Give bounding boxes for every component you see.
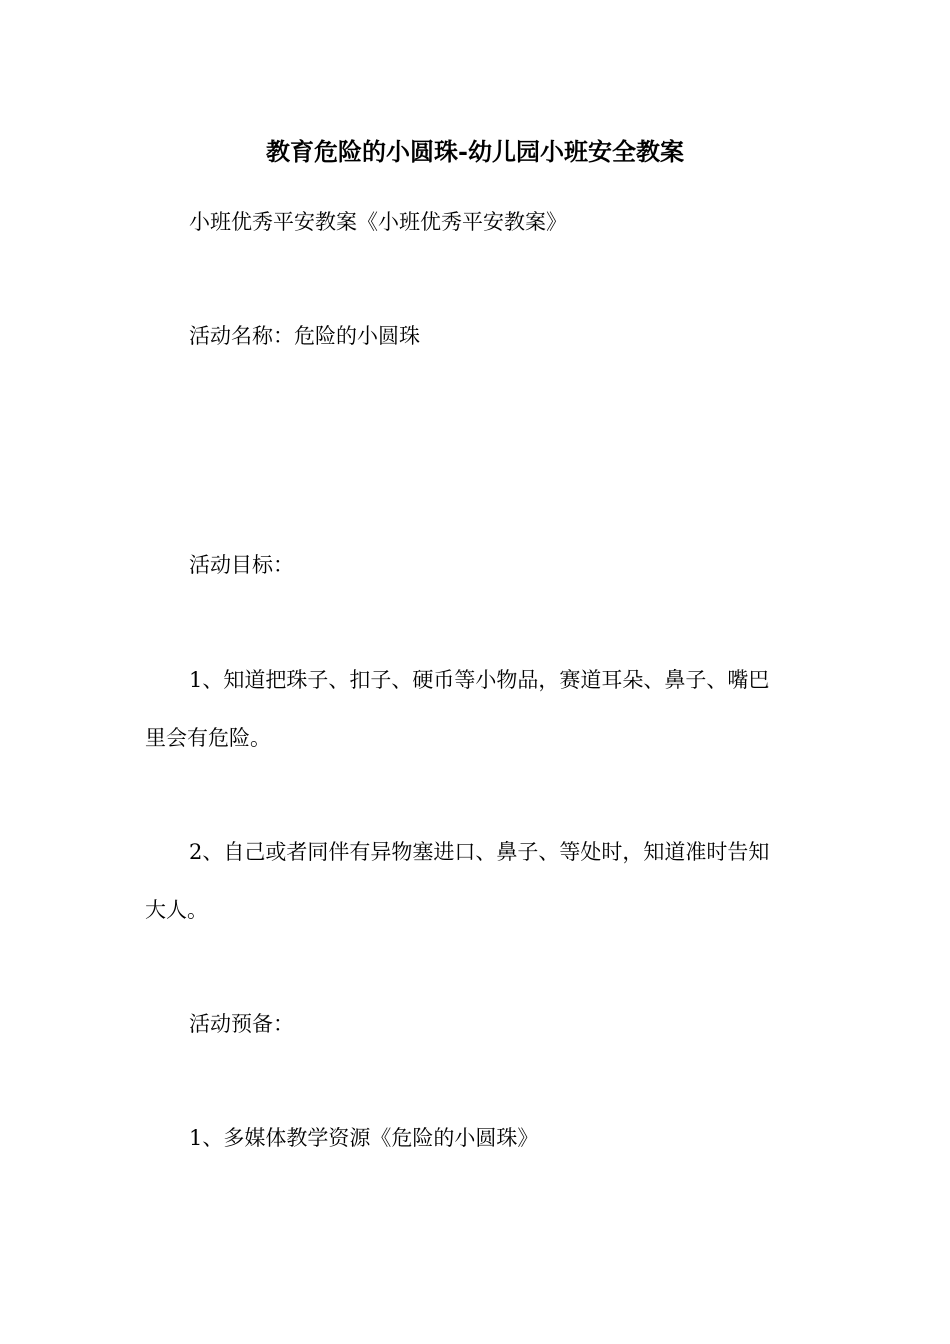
activity-name-text: 活动名称：危险的小圆珠 <box>189 324 420 348</box>
preparation-1-paragraph <box>145 1109 815 1167</box>
preparation-heading-text: 活动预备： <box>189 1012 294 1036</box>
subtitle-text: 小班优秀平安教案《小班优秀平安教案》 <box>189 210 567 234</box>
preparation-1-text: 1、多媒体教学资源《危险的小圆珠》 <box>189 1126 539 1150</box>
objective-2-paragraph <box>145 823 815 939</box>
objective-2-line-2: 大人。 <box>145 898 208 922</box>
objectives-heading-text: 活动目标： <box>189 553 294 577</box>
objective-1-line-2: 里会有危险。 <box>145 726 271 750</box>
objectives-heading <box>145 536 815 594</box>
activity-name-paragraph <box>145 307 815 365</box>
preparation-heading <box>145 995 815 1053</box>
objective-2-line-1: 2、自己或者同伴有异物塞进口、鼻子、等处时，知道准时告知 <box>189 840 770 864</box>
objective-1-paragraph <box>145 651 815 767</box>
subtitle-paragraph <box>145 193 815 251</box>
objective-1-line-1: 1、知道把珠子、扣子、硬币等小物品，赛道耳朵、鼻子、嘴巴 <box>189 668 770 692</box>
document-title: 教育危险的小圆珠-幼儿园小班安全教案 <box>266 137 684 166</box>
